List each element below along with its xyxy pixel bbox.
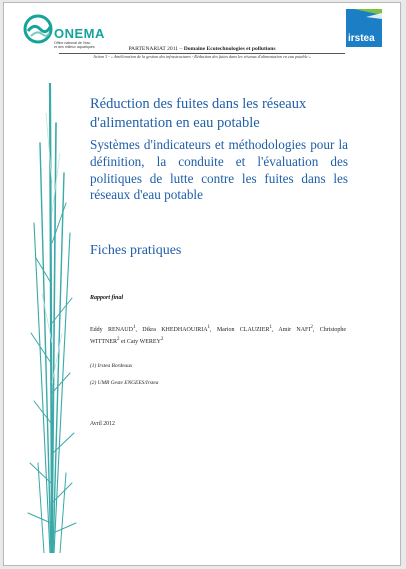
report-title: Réduction des fuites dans les réseaux d'alimentation en eau potable — [90, 96, 307, 131]
affiliation-2: (2) UMR Geste ENGEES/Irstea — [90, 380, 159, 386]
onema-subtitle-line1: Office national de l'eau — [54, 41, 91, 45]
partnership-line — [4, 46, 400, 52]
report-type: Rapport final — [90, 295, 124, 301]
affiliation-1: (1) Irstea Bordeaux — [90, 363, 133, 369]
fiches-pratiques-heading: Fiches pratiques — [90, 243, 182, 258]
author-4-affiliation: 2 — [310, 325, 313, 330]
author-2: Dikra KHEDHAOUIRIA — [142, 327, 208, 333]
onema-subtitle-line2: et des milieux aquatiques — [54, 45, 95, 49]
report-subtitle: Systèmes d'indicateurs et méthodologies pour la définition, la conduite et l'évaluation des politiques de lutte contre les fuites dans les réseaux d'eau potable — [90, 137, 348, 203]
partnership-domain: Domaine Ecotechnologies et pollutions — [183, 46, 276, 52]
author-4: Amir NAFI — [278, 327, 311, 333]
authors-connector: et — [121, 339, 126, 345]
authors-list: Eddy RENAUD$^1$, Dikra KHEDHAOUIRIA$^1$, Marion CLAUZIER$^1$, Amir NAFI$^2$, Christophe WITTNER$^2$ et Caty WEREY$^2$ — [90, 325, 347, 345]
author-3-affiliation: 1 — [269, 325, 272, 330]
author-3: Marion CLAUZIER — [216, 327, 270, 333]
author-1: Eddy RENAUD — [90, 327, 133, 333]
irstea-stripe-icon — [346, 9, 382, 29]
author-5: Christophe WITTNER — [90, 327, 347, 345]
irstea-name: irstea — [348, 33, 375, 44]
author-6-affiliation: 2 — [160, 337, 164, 342]
irstea-logo — [346, 9, 382, 47]
report-cover-page — [3, 2, 401, 566]
author-6: Caty WEREY — [126, 339, 161, 345]
report-date: Avril 2012 — [90, 421, 115, 427]
partnership-prefix: PARTENARIAT 2011 – — [128, 46, 184, 52]
author-1-affiliation: 1 — [132, 325, 136, 330]
author-5-affiliation: 2 — [117, 337, 120, 342]
action-line: Action 3 - « Amélioration de la gestion des infrastructures - Réduction des fuites dans les réseaux d'alimentation en eau potable » — [93, 54, 311, 59]
grass-decoration — [26, 83, 78, 553]
onema-wave-icon — [22, 13, 54, 45]
author-2-affiliation: 1 — [207, 325, 211, 330]
onema-name: ONEMA — [54, 26, 105, 41]
